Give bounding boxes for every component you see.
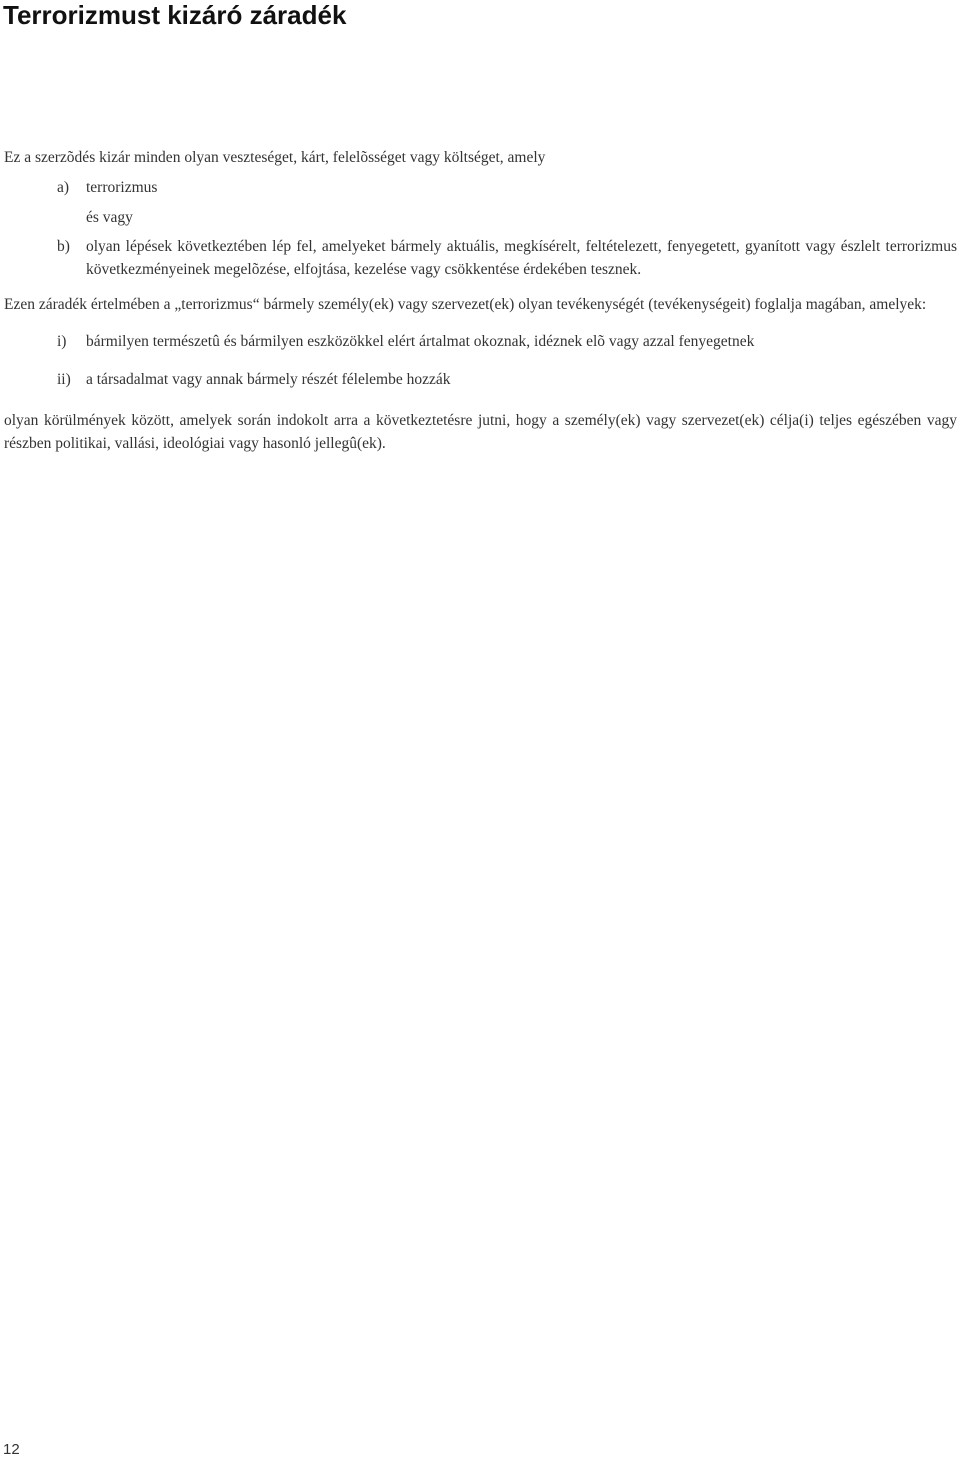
document-body xyxy=(4,146,957,455)
list-marker: a) xyxy=(57,179,70,196)
page-number: 12 xyxy=(3,1441,20,1458)
list-item-ii xyxy=(4,368,957,391)
list-item-text: olyan lépések következtében lép fel, amelyeket bármely aktuális, megkísérelt, feltételezett, fenyegetett, gyanított vagy észlelt terrorizmus következményeinek megelõzése, elfojtása, kezelése vagy csökkentése érdekében tesznek. xyxy=(86,238,957,278)
list-item-b xyxy=(4,235,957,281)
list-marker: ii) xyxy=(57,371,71,388)
page-title: Terrorizmust kizáró záradék xyxy=(3,0,347,30)
list-item-a xyxy=(4,176,957,199)
list-item-i xyxy=(4,330,957,353)
definition-paragraph: Ezen záradék értelmében a „terrorizmus“ bármely személy(ek) vagy szervezet(ek) olyan tevékenységét (tevékenységeit) foglalja magában, amelyek: xyxy=(4,296,927,313)
list-item-text: bármilyen természetû és bármilyen eszközökkel elért ártalmat okoznak, idéznek elõ vagy azzal fenyegetnek xyxy=(86,333,755,350)
intro-paragraph: Ez a szerzõdés kizár minden olyan veszteséget, kárt, felelõsséget vagy költséget, amely xyxy=(4,149,546,166)
list-item-text: és vagy xyxy=(86,209,133,226)
list-marker: b) xyxy=(57,238,70,255)
list-item-text: terrorizmus xyxy=(86,179,158,196)
list-marker: i) xyxy=(57,333,67,350)
list-item-text: a társadalmat vagy annak bármely részét félelembe hozzák xyxy=(86,371,451,388)
conclusion-paragraph: olyan körülmények között, amelyek során indokolt arra a következtetésre jutni, hogy a személy(ek) vagy szervezet(ek) célja(i) teljes egészében vagy részben politikai, vallási, ideológiai vagy hasonló jellegû(ek). xyxy=(4,412,957,452)
list-item-conjunction xyxy=(4,206,957,229)
